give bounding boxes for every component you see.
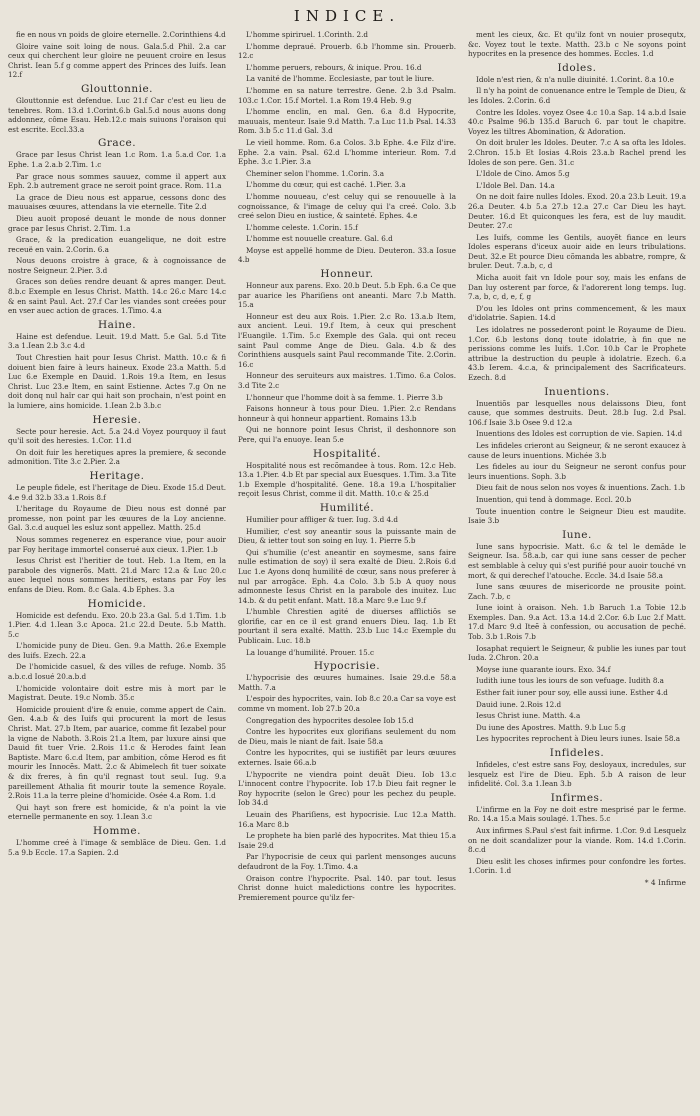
index-entry: Les fideles au iour du Seigneur ne seront confus pour leurs inuentions. Soph. 3.b	[468, 462, 686, 481]
index-entry: Dieu fait de nous selon nos voyes & inuentions. Zach. 1.b	[476, 483, 685, 493]
index-entry: Le prophete ha bien parlé des hypocrites. Mat thieu 15.a Isaie 29.d	[238, 831, 456, 850]
index-entry: L'homme peruers, rebours, & inique. Prou. 16.d	[246, 62, 422, 72]
section-heading: Honneur.	[320, 268, 374, 281]
index-entry: Qui ne honnore point Iesus Christ, il deshonnore son Pere, qui l'a enuoye. Iean 5.e	[238, 425, 456, 444]
index-entry: Iudith iune tous les iours de son vefuage. Iudith 8.a	[476, 676, 664, 686]
index-entry: Les infideles crieront au Seigneur, & ne seront exaucez à cause de leurs inuentions. Michée 3.b	[468, 440, 686, 460]
section-heading: Hypocrisie.	[313, 660, 381, 673]
section-heading: Humilité.	[319, 501, 375, 514]
section-heading: Idoles.	[557, 61, 597, 74]
index-entry: Les Iuifs, comme les Gentils, auoyẽt fiance en leurs Idoles esperans d'iceux auoir aide en leurs tribulations. Deut. 32.e Et pource Dieu cõmanda les abbatre, rompre, & bruler. Deut. 7.a.b, c, d	[468, 232, 686, 271]
index-entry: Inuention, qui tend à dommage. Eccl. 20.b	[476, 494, 632, 504]
index-entry: L'homme est nouuelle creature. Gal. 6.d	[246, 234, 393, 244]
index-entry: Iune sans hypocrisie. Matt. 6.c & tel le demãde le Seigneur. Isa. 58.a.b, car qui iune sans cesser de pecher est semblable à celuy qui s'est purifié pour auoir touché vn mort, & qui derechef l'atouche. Eccle. 34.d Isaie 58.a	[468, 541, 686, 580]
index-entry: L'homme creé à l'image & semblãce de Dieu. Gen. 1.d 5.a 9.b Eccle. 17.a Sapien. 2.d	[8, 837, 226, 857]
index-entry: Contre les hypocrites, qui se iustifiẽt par leurs œuures externes. Isaie 66.a.b	[238, 748, 456, 767]
index-entry: Oraison contre l'hypocrite. Psal. 140. par tout. Iesus Christ donne huict maledictions contre les hypocrites. Premierement pource qu'ilz fer-	[238, 873, 456, 902]
section-heading: Glouttonnie.	[80, 82, 154, 95]
columns-container	[8, 30, 686, 904]
index-entry: Esther fait iuner pour soy, elle aussi iune. Esther 4.d	[476, 688, 668, 698]
index-entry: Aux infirmes S.Paul s'est fait infirme. 1.Cor. 9.d Lesquelz on ne doit scandalizer pour la viande. Rom. 14.d 1.Corin. 8.c.d	[468, 825, 686, 855]
index-entry: Gloire vaine soit loing de nous. Gala.5.d Phil. 2.a car ceux qui cherchent leur gloire ne peuuent croire en Iesus Christ. Iean 5.f g comme appert des Princes des Iuifs. Iean 12.f	[8, 41, 226, 80]
section-heading: Inuentions.	[544, 385, 610, 398]
index-entry: Moyse est appellé homme de Dieu. Deuteron. 33.a Iosue 4.b	[238, 245, 456, 265]
index-entry: Infideles, c'est estre sans Foy, desloyaux, incredules, sur lesquelz est l'ire de Dieu. Eph. 5.b A raison de leur infidelité. Col. 3.a 1.Iean 3.b	[468, 760, 686, 789]
index-entry: Inuentiõs par lesquelles nous delaissons Dieu, font cause, que sommes destruits. Deut. 28.b Iug. 2.d Psal. 106.f Isaie 3.b Osee 9.d 12.a	[468, 398, 686, 427]
index-entry: L'honneur que l'homme doit à sa femme. 1. Pierre 3.b	[246, 392, 443, 402]
index-entry: La grace de Dieu nous est apparue, cessons donc des mauuaises œuures, attendans la vie eternelle. Tite 2.d	[8, 192, 226, 212]
index-entry: Humilier pour affliger & tuer. Iug. 3.d 4.d	[246, 514, 398, 524]
index-entry: Congregation des hypocrites desolee Iob 15.d	[246, 715, 414, 725]
section-heading: Infideles.	[549, 747, 605, 759]
column-right	[468, 30, 686, 904]
section-heading: Heresie.	[92, 413, 142, 426]
index-entry: Par grace nous sommes sauuez, comme il appert aux Eph. 2.b autrement grace ne seroit point grace. Rom. 11.a	[8, 171, 226, 191]
index-entry: L'heritage du Royaume de Dieu nous est donné par promesse, non point par les œuures de la Loy ancienne. Gal. 3.c.d auquel les esluz sont appellez. Matth. 25.d	[8, 504, 226, 533]
section-heading: Grace.	[97, 137, 137, 150]
index-entry: Honneur aux parens. Exo. 20.b Deut. 5.b Eph. 6.a Ce que par auarice les Phariſiens ont aneanti. Marc 7.b Matth. 15.a	[238, 281, 456, 310]
index-entry: L'infirme en la Foy ne doit estre mesprisé par le ferme. Ro. 14.a 15.a Mais soulagé. 1.Thes. 5.c	[468, 804, 686, 824]
index-entry: Il n'y ha point de conuenance entre le Temple de Dieu, & les Idoles. 2.Corin. 6.d	[468, 86, 686, 105]
index-entry: Graces son deües rendre deuant & apres manger. Deut. 8.b.c Exemple en Iesus Christ. Matth. 14.c 26.c Marc 14.c & en saint Paul. Act. 27.f Car les viandes sont creées pour en vser auec action de graces. 1.Timo. 4.a	[8, 277, 226, 316]
index-entry: On ne doit faire nulles Idoles. Exod. 20.a 23.b Leuit. 19.a 26.a Deuter. 4.b 5.a 27.b 12.a 27.c Car Dieu les hayt. Deuter. 16.d Et quiconques les fera, est de luy maudit. Deuter. 27.c	[468, 192, 686, 231]
index-entry: Micha auoit fait vn Idole pour soy, mais les enfans de Dan luy osterent par force, & l'adorerent long temps. Iug. 7.a, b, c, d, e, f, g	[468, 273, 686, 302]
index-entry: Grace par Iesus Christ Iean 1.c Rom. 1.a 5.a.d Cor. 1.a Ephe. 1.a 2.a.b 2.Tim. 1.c	[8, 150, 226, 169]
index-entry: L'Idole de Cino. Amos 5.g	[476, 169, 570, 179]
index-entry: L'homme enclin, en mal. Gen. 6.a 8.d Hypocrite, mauuais, menteur. Isaie 9.d Matth. 7.a Luc 11.b Psal. 14.33 Rom. 3.b 5.c 11.d Gal. 3.d	[238, 107, 456, 136]
index-entry: L'homme en sa nature terrestre. Gene. 2.b 3.d Psalm. 103.c 1.Cor. 15.f Mortel. 1.a Rom 19.4 Heb. 9.g	[238, 85, 456, 105]
index-entry: D'ou les Idoles ont prins commencement, & les maux d'idolatrie. Sapien. 14.d	[468, 303, 686, 323]
index-entry: Le vieil homme. Rom. 6.a Colos. 3.b Ephe. 4.e Filz d'ire. Ephe. 2.a vain. Psal. 62.d L'homme interieur. Rom. 7.d Ephe. 3.c 1.Pier. 3.a	[238, 137, 456, 167]
index-entry: Nous sommes regenerez en esperance viue, pour auoir par Foy heritage immortel conserué aux cieux. 1.Pier. 1.b	[8, 534, 226, 554]
index-entry: On doit bruler les Idoles. Deuter. 7.c A sa ofta les Idoles. 2.Chron. 15.b Et Iosias 4.Rois 23.a.b Rachel prend les Idoles de son pere. Gen. 31.c	[468, 138, 686, 167]
index-entry: Iesus Christ iune. Matth. 4.a	[476, 711, 581, 721]
index-entry: Par l'hypocrisie de ceux qui parlent mensonges aucuns defaudront de la Foy. 1.Timo. 4.a	[238, 852, 456, 871]
index-entry: Iesus Christ est l'heritier de tout. Heb. 1.a Item, en la parabole des vignerõs. Matt. 21.d Marc 12.a & Luc 20.c auec lequel nous sommes heritiers, estans par Foy les enfans de Dieu. Rom. 8.c Gala. 4.b Ephes. 3.a	[8, 556, 226, 594]
index-entry: Dieu auoit proposé deuant le monde de nous donner grace par Iesus Christ. 2.Tim. 1.a	[8, 213, 226, 233]
section-heading: Homicide.	[87, 597, 147, 610]
index-entry: L'hypocrisie des œuures humaines. Isaie 29.d.e 58.a Matth. 7.a	[238, 673, 456, 692]
index-entry: Hospitalité nous est recõmandee à tous. Rom. 12.c Heb. 13.a 1.Pier. 4.b Et par special aux Euesques. 1.Tim. 3.a Tite 1.b Exemple d'hospitalité. Gene. 18.a 19.a L'hospitalier reçoit Iesus Christ, comme il dit. Matth. 10.c & 25.d	[238, 460, 456, 499]
index-entry: Inuentions des Idoles est corruption de vie. Sapien. 14.d	[476, 429, 683, 439]
index-entry: On doit fuir les heretiques apres la premiere, & seconde admonition. Tite 3.c 2.Pier. 2.a	[8, 447, 226, 467]
section-heading: Haine.	[97, 318, 137, 331]
index-entry: fie en nous vn poids de gloire eternelle. 2.Corinthiens 4.d	[16, 30, 226, 39]
index-entry: Cheminer selon l'homme. 1.Corin. 3.a	[246, 168, 385, 178]
index-entry: Grace, & la predication euangelique, ne doit estre receuë en vain. 2.Corin. 6.a	[8, 235, 226, 254]
column-middle	[238, 30, 456, 904]
index-entry: Honneur des seruiteurs aux maistres. 1.Timo. 6.a Colos. 3.d Tite 2.c	[238, 371, 456, 390]
index-entry: L'homme spiriruel. 1.Corinth. 2.d	[246, 30, 368, 39]
index-entry: Contre les hypocrites eux glorifians seulement du nom de Dieu, mais le niant de fait. Isaie 58.a	[238, 727, 456, 746]
index-entry: Leuain des Phariſiens, est hypocrisie. Luc 12.a Matth. 16.a Marc 8.b	[238, 809, 456, 829]
index-entry: L'homicide volontaire doit estre mis à mort par le Magistrat. Deute. 19.c Nomb. 35.c	[8, 683, 226, 703]
index-entry: Idole n'est rien, & n'a nulle diuinité. 1.Corint. 8.a 10.e	[476, 74, 674, 84]
index-entry: Les idolatres ne possederont point le Royaume de Dieu. 1.Cor. 6.b lestons donq toute idolatrie, à fin que ne perissions comme les Iuifs. 1.Cor. 10.b Car le Prophete attribue la destruction du peuple à idolatrie. Ezech. 6.a 43.b Ierem. 4.c.a, & principalement des Sacrificateurs. Ezech. 8.d	[468, 325, 686, 382]
index-entry: L'homme du cœur, qui est caché. 1.Pier. 3.a	[246, 180, 406, 190]
index-entry: Tout Chrestien hait pour Iesus Christ. Matth. 10.c & fi doiuent bien faire à leurs haineux. Exode 23.a Matth. 5.d Luc 6.e Exemple en Dauid. 1.Rois 19.a Item, en Iesus Christ. Luc 23.e Item, en saint Estienne. Actes 7.g On ne doit donq nul haïr car qui hait son prochain, n'est point en la lumiere, ains homicide. 1.Iean 2.b 3.b.c	[8, 353, 226, 410]
index-entry: L'Idole Bel. Dan. 14.a	[476, 180, 555, 190]
index-entry: Iosaphat requiert le Seigneur, & publie les iunes par tout Iuda. 2.Chron. 20.a	[468, 643, 686, 663]
index-entry: Qui s'humilie (c'est aneantir en soymesme, sans faire nulle estimation de soy) il sera exalté de Dieu. 2.Rois 6.d Luc 1.e Ayons donq humilité de cœur, sans nous preferer à nul par arrogãce. Eph. 4.a Colo. 3.b 5.b A quoy nous admonneste Iesus Christ en la parabole des inuitez. Luc 14.b. & du petit enfant. Matt. 18.a Marc 9.e Luc 9.f	[238, 547, 456, 605]
running-head: INDICE.	[293, 7, 401, 25]
index-entry: Faisons honneur à tous pour Dieu. 1.Pier. 2.c Rendans honneur à qui honneur appartient. Romains 13.b	[238, 404, 456, 423]
index-entry: La louange d'humilité. Prouer. 15.c	[246, 647, 375, 657]
index-entry: Du iune des Apostres. Matth. 9.b Luc 5.g	[476, 722, 626, 732]
index-entry: L'homme depraué. Prouerb. 6.b l'homme sin. Prouerb. 12.c	[238, 41, 456, 61]
index-entry: Dauid iune. 2.Rois 12.d	[476, 699, 562, 709]
index-entry: L'humble Chrestien agité de diuerses afflictiõs se glorifie, car en ce il est grand enuers Dieu. Iaq. 1.b Et pourtant il sera exalté. Matth. 23.b Luc 14.c Exemple du Publicain. Luc. 18.b	[238, 607, 456, 646]
index-entry: Dieu eslit les choses infirmes pour confondre les fortes. 1.Corin. 1.d	[468, 856, 686, 876]
index-entry: Nous deuons croistre à grace, & à cognoissance de nostre Seigneur. 2.Pier. 3.d	[8, 256, 226, 275]
index-entry: Le peuple fidele, est l'heritage de Dieu. Exode 15.d Deut. 4.e 9.d 32.b 33.a 1.Rois 8.f	[8, 482, 226, 502]
index-entry: Contre les Idoles. voyez Osee 4.c 10.a Sap. 14 a.b.d Isaie 40.c Psalme 96.b 135.d Baruch 6. par tout le chapitre. Voyez les tiltres Abomination, & Adoration.	[468, 107, 686, 136]
index-entry: Les hypocrites reprochent à Dieu leurs iunes. Isaie 58.a	[476, 734, 681, 744]
section-heading: Infirmes.	[550, 791, 604, 804]
index-entry: Toute inuention contre le Seigneur Dieu est maudite. Isaie 3.b	[468, 506, 686, 526]
index-entry: L'hypocrite ne viendra point deuãt Dieu. Iob 13.c L'innocent contre l'hypocrite. Iob 17.b Dieu fait regner le Roy hypocrite (selon le Grec) pour les pechez du peuple. Iob 34.d	[238, 769, 456, 808]
section-heading: Heritage.	[89, 469, 145, 482]
index-entry: L'espoir des hypocrites, vain. Iob 8.c 20.a Car sa voye est comme vn moment. Iob 27.b 20.a	[238, 694, 456, 714]
catchword: * 4 Infirme	[644, 877, 686, 887]
index-entry: Moyse iune quarante iours. Exo. 34.f	[476, 664, 611, 674]
index-entry: Glouttonnie est defendue. Luc 21.f Car c'est eu lieu de tenebres. Rom. 13.d 1.Corint.6.b Gal.5.d nous auons dong addonnez, côme Esau. Heb.12.c mais suiuons l'oraison qui est escrite. Eccl.33.a	[8, 95, 226, 134]
index-entry: L'homme nouueau, c'est celuy qui se renouuelle à la cognoissance, & l'image de celuy qui l'a creé. Colo. 3.b creé selon Dieu en iustice, & sainteté. Ephes. 4.e	[238, 191, 456, 221]
index-entry: Haine est defendue. Leuit. 19.d Matt. 5.e Gal. 5.d Tite 3.a 1.Iean 2.b 3.c 4.d	[8, 331, 226, 351]
index-entry: Iune sans œuures de misericorde ne prousite point. Zach. 7.b, c	[468, 582, 686, 601]
index-entry: Iune ioint à oraison. Neh. 1.b Baruch 1.a Tobie 12.b Exemples. Dan. 9.a Act. 13.a 14.d 2.Cor. 6.b Luc 2.f Matt. 17.d Marc 9.d Iteẽ à confession, ou accusation de peché. Tob. 3.b 1.Rois 7.b	[468, 603, 686, 642]
index-entry: De l'homicide casuel, & des villes de refuge. Nomb. 35 a.b.c.d Iosué 20.a.b.d	[8, 662, 226, 682]
section-heading: Hospitalité.	[313, 447, 381, 460]
index-entry: Honneur est deu aux Rois. 1.Pier. 2.c Ro. 13.a.b Item, aux ancient. Leui. 19.f Item, à ceux qui preschent l'Euangile. 1.Tim. 5.c Exemple des Gala. qui ont receu saint Paul comme Ange de Dieu. Gala. 4.b & des Corinthiens ausquels saint Paul recommande Tite. 2.Corin. 16.c	[238, 311, 456, 369]
section-heading: Iune.	[562, 528, 592, 541]
index-entry: Homicide est defendu. Exo. 20.b 23.a Gal. 5.d 1.Tim. 1.b 1.Pier. 4.d 1.Iean 3.c Apoca. 21.c 22.d Deute. 5.b Matth. 5.c	[8, 610, 226, 639]
index-entry: ment les cieux, &c. Et qu'ilz font vn nouier prosequtx, &c. Voyez tout le texte. Matth. 23.b c Ne soyons point hypocrites en la presence des hommes. Eccles. 1.d	[468, 30, 686, 59]
index-entry: L'homme celeste. 1.Corin. 15.f	[246, 222, 358, 232]
index-entry: Humilier, c'est soy aneantir sous la puissante main de Dieu, & ietter tout son soing en luy. 1. Pierre 5.b	[238, 526, 456, 546]
index-entry: Homicide prouient d'ire & enuie, comme appert de Cain. Gen. 4.a.b & des Iuifs qui procurent la mort de Iesus Christ. Mat. 27.b Item, par auarice, comme fit Iezabel pour la vigne de Naboth. 3.Rois 21.a Item, par luxure ainsi que Dauid fit tuer Vrie. 2.Rois 11.c & Herodes faint Iean Baptiste. Marc 6.c.d Item, par ambition, côme Herod es fit mourir les Innocẽs. Matt. 2.c & Abimelech fit tuer soixate & dix freres, à fin qu'il regnast tout seul. Iug. 9.a pareillement Athalia fit mourir toute la semence Royale. 2.Rois 11.a la terre pleine d'homicide. Osée 4.a Rom. 1.d	[8, 704, 226, 801]
index-entry: Qui hayt son frere est homicide, & n'a point la vie eternelle permanente en soy. 1.Iean 3.c	[8, 802, 226, 822]
index-entry: L'homicide puny de Dieu. Gen. 9.a Matth. 26.e Exemple des Iuifs. Ezech. 22.a	[8, 641, 226, 660]
column-left	[8, 30, 226, 904]
index-entry: La vanité de l'homme. Ecclesiaste, par tout le liure.	[246, 74, 435, 84]
index-entry: Secte pour heresie. Act. 5.a 24.d Voyez pourquoy il faut qu'il soit des heresies. 1.Cor. 11.d	[8, 426, 226, 446]
section-heading: Homme.	[93, 824, 141, 837]
